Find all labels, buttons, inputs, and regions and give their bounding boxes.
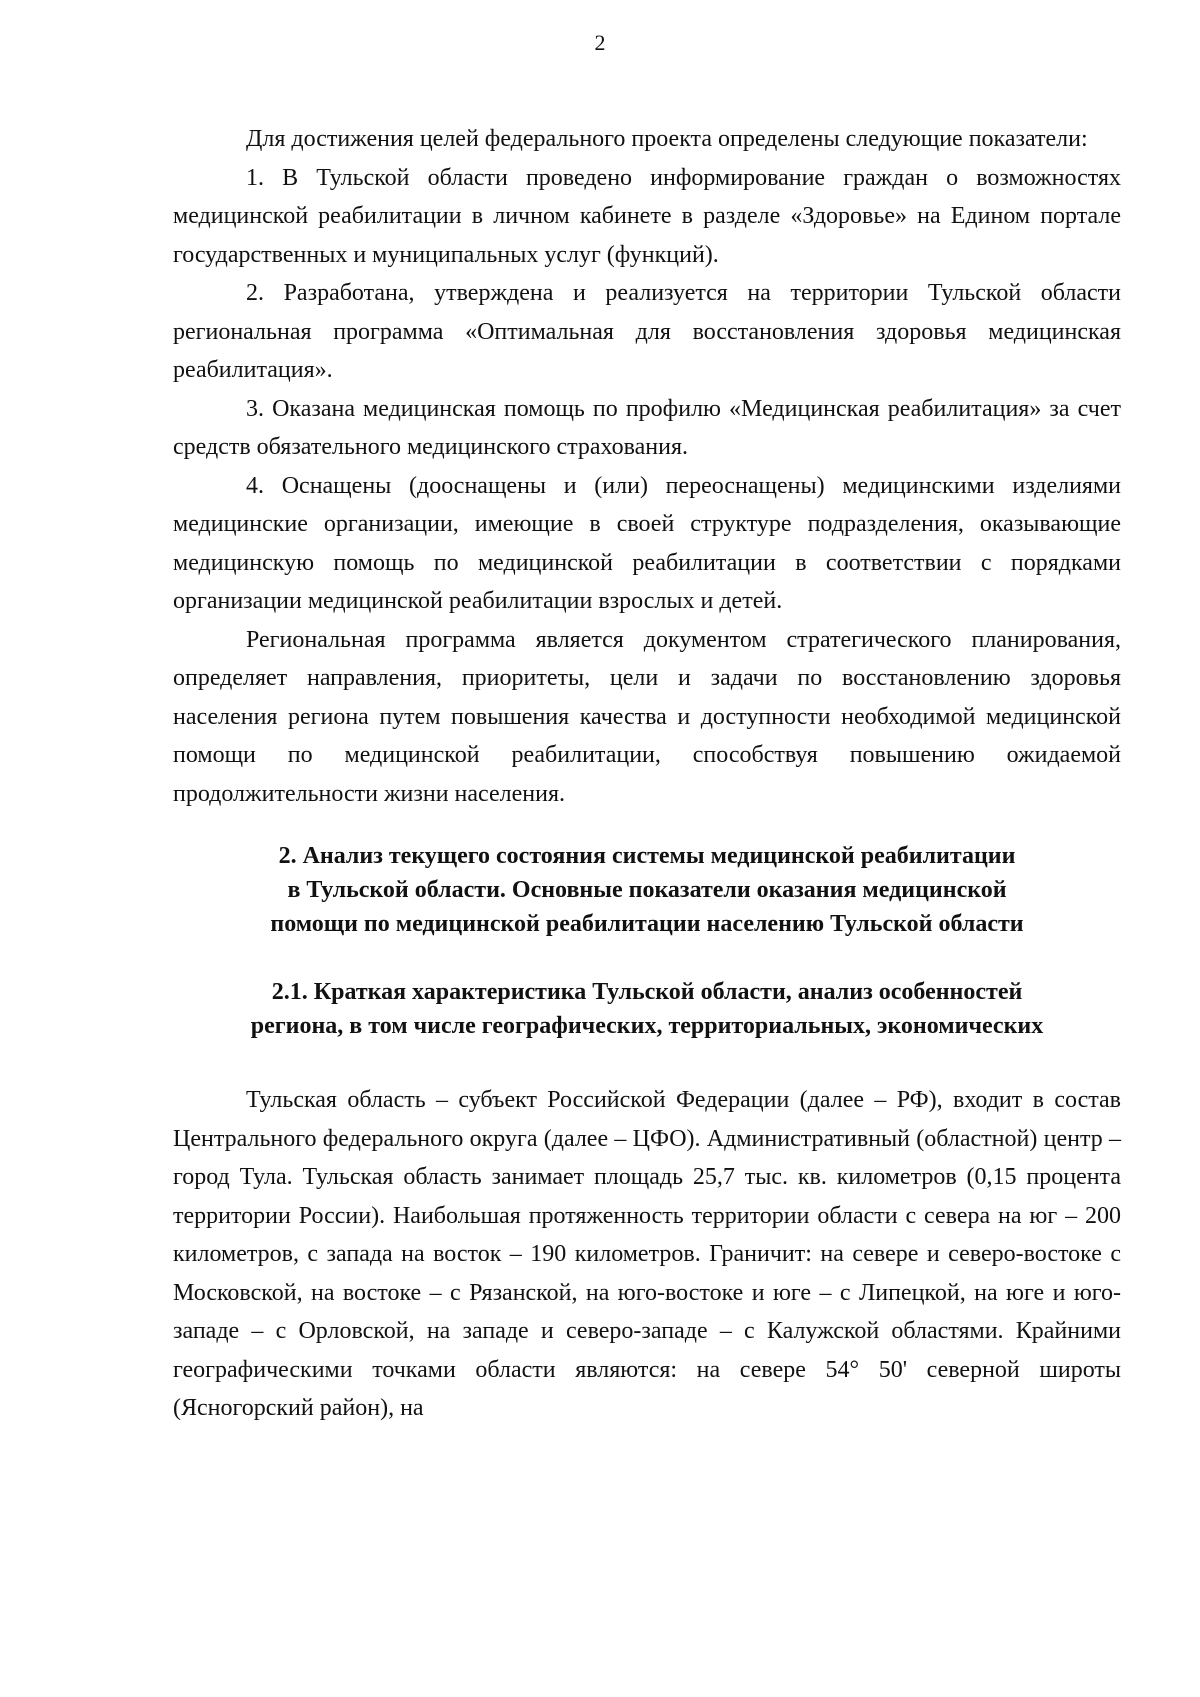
intro-paragraph: Для достижения целей федерального проекта определены следующие показатели: bbox=[246, 126, 1088, 152]
indicator-item-2: 2. Разработана, утверждена и реализуется на территории Тульской области региональная программа «Оптимальная для восстановления здоровья медицинская реабилитация». bbox=[173, 280, 1121, 383]
document-body bbox=[173, 120, 1121, 1428]
section-2-1-heading-line: 2.1. Краткая характеристика Тульской области, анализ особенностей bbox=[271, 979, 1023, 1005]
indicator-item-4: 4. Оснащены (дооснащены и (или) переоснащены) медицинскими изделиями медицинские организации, имеющие в своей структуре подразделения, оказывающие медицинскую помощь по медицинской реабилитации в соответствии с порядками организации медицинской реабилитации взрослых и детей. bbox=[173, 472, 1121, 614]
section-2-1-heading bbox=[173, 975, 1121, 1043]
section-2-heading-line: помощи по медицинской реабилитации населению Тульской области bbox=[270, 911, 1024, 937]
section-2-heading bbox=[173, 839, 1121, 941]
section-2-1-heading-line: региона, в том числе географических, территориальных, экономических bbox=[250, 1013, 1044, 1039]
indicator-item-3: 3. Оказана медицинская помощь по профилю «Медицинская реабилитация» за счет средств обязательного медицинского страхования. bbox=[173, 395, 1121, 460]
section-2-heading-line: в Тульской области. Основные показатели оказания медицинской bbox=[287, 877, 1007, 903]
page-number: 2 bbox=[594, 30, 606, 55]
program-description-paragraph: Региональная программа является документом стратегического планирования, определяет направления, приоритеты, цели и задачи по восстановлению здоровья населения региона путем повышения качества и доступности необходимой медицинской помощи по медицинской реабилитации, способствуя повышению ожидаемой продолжительности жизни населения. bbox=[173, 626, 1121, 807]
indicator-item-1: 1. В Тульской области проведено информирование граждан о возможностях медицинской реабилитации в личном кабинете в разделе «Здоровье» на Едином портале государственных и муниципальных услуг (функций). bbox=[173, 164, 1121, 268]
section-2-heading-line: 2. Анализ текущего состояния системы медицинской реабилитации bbox=[278, 843, 1016, 869]
region-description-paragraph: Тульская область – субъект Российской Федерации (далее – РФ), входит в состав Центрального федерального округа (далее – ЦФО). Административный (областной) центр – город Тула. Тульская область занимает площадь 25,7 тыс. кв. километров (0,15 процента территории России). Наибольшая протяженность территории области с севера на юг – 200 километров, с запада на восток – 190 километров. Граничит: на севере и северо-востоке с Московской, на востоке – с Рязанской, на юго-востоке и юге – с Липецкой, на юге и юго-западе – с Орловской, на западе и северо-западе – с Калужской областями. Крайними географическими точками области являются: на севере 54° 50' северной широты (Ясногорский район), на bbox=[173, 1087, 1121, 1421]
